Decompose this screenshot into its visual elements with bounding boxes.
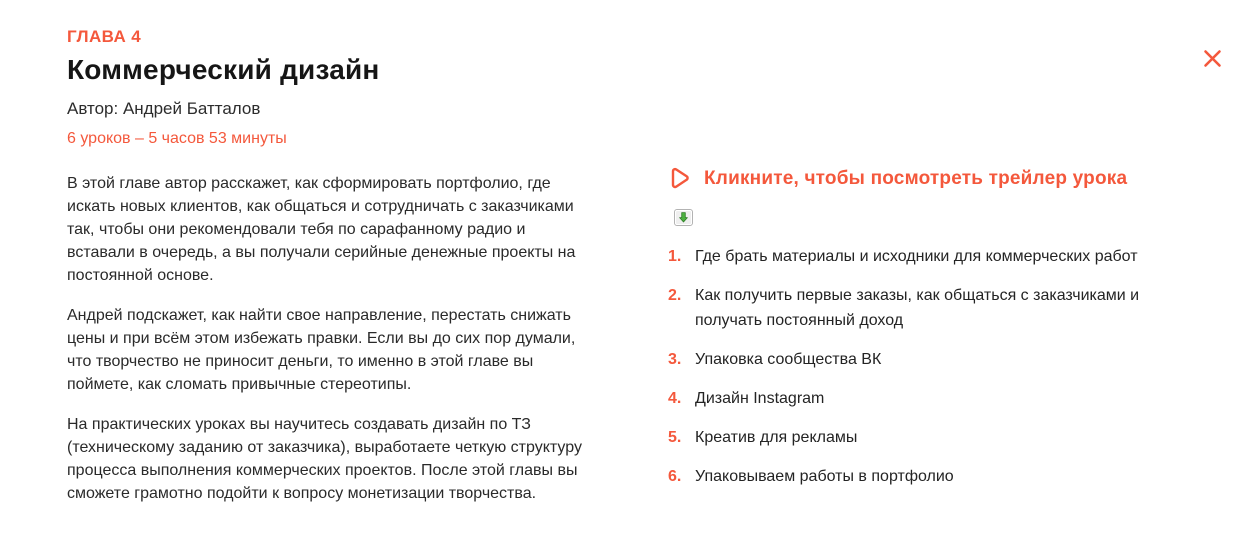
close-button[interactable]	[1198, 44, 1226, 72]
chapter-description	[67, 172, 587, 505]
play-icon	[668, 166, 691, 191]
lesson-item	[668, 244, 1228, 269]
lesson-item	[668, 425, 1228, 450]
chapter-info-column	[67, 27, 587, 505]
lesson-title: Дизайн Instagram	[695, 390, 825, 407]
lesson-number: 4.	[668, 390, 682, 407]
description-paragraph: Андрей подскажет, как найти свое направление, перестать снижать цены и при всём этом избежать правки. Если вы до сих пор думали, что творчество не приносит деньги, то именно в этой главе вы поймете, как сломать привычные стереотипы.	[67, 307, 576, 393]
lesson-item	[668, 386, 1228, 411]
lesson-number: 3.	[668, 351, 682, 368]
lesson-title: Упаковываем работы в портфолио	[695, 468, 954, 485]
lesson-title: Креатив для рекламы	[695, 429, 858, 446]
lesson-title: Где брать материалы и исходники для коммерческих работ	[695, 248, 1138, 265]
lesson-number: 5.	[668, 429, 682, 446]
trailer-link[interactable]	[668, 166, 1228, 191]
lesson-number: 2.	[668, 287, 682, 304]
lessons-column	[668, 166, 1228, 503]
lesson-number: 1.	[668, 248, 682, 265]
description-paragraph: На практических уроках вы научитесь создавать дизайн по ТЗ (техническому заданию от заказчика), выработаете четкую структуру процесса выполнения коммерческих проектов. После этой главы вы сможете грамотно подойти к вопросу монетизации творчества.	[67, 416, 582, 502]
chapter-label: ГЛАВА 4	[67, 27, 142, 46]
lesson-number: 6.	[668, 468, 682, 485]
lesson-item	[668, 283, 1228, 333]
author-line: Автор: Андрей Батталов	[67, 99, 261, 118]
close-icon	[1203, 49, 1222, 68]
lesson-item	[668, 464, 1228, 489]
description-paragraph: В этой главе автор расскажет, как сформировать портфолио, где искать новых клиентов, как общаться и сотрудничать с заказчиками так, чтобы они рекомендовали тебя по сарафанному радио и вставали в очередь, а вы получали серийные денежные проекты на постоянной основе.	[67, 175, 576, 284]
page-title: Коммерческий дизайн	[67, 54, 380, 85]
duration-line: 6 уроков – 5 часов 53 минуты	[67, 130, 287, 147]
lessons-list	[668, 244, 1228, 489]
trailer-label: Кликните, чтобы посмотреть трейлер урока	[704, 167, 1128, 189]
lesson-title: Упаковка сообщества ВК	[695, 351, 882, 368]
lesson-item	[668, 347, 1228, 372]
lesson-title: Как получить первые заказы, как общаться с заказчиками и получать постоянный доход	[695, 287, 1140, 329]
broken-image-icon	[674, 209, 693, 226]
